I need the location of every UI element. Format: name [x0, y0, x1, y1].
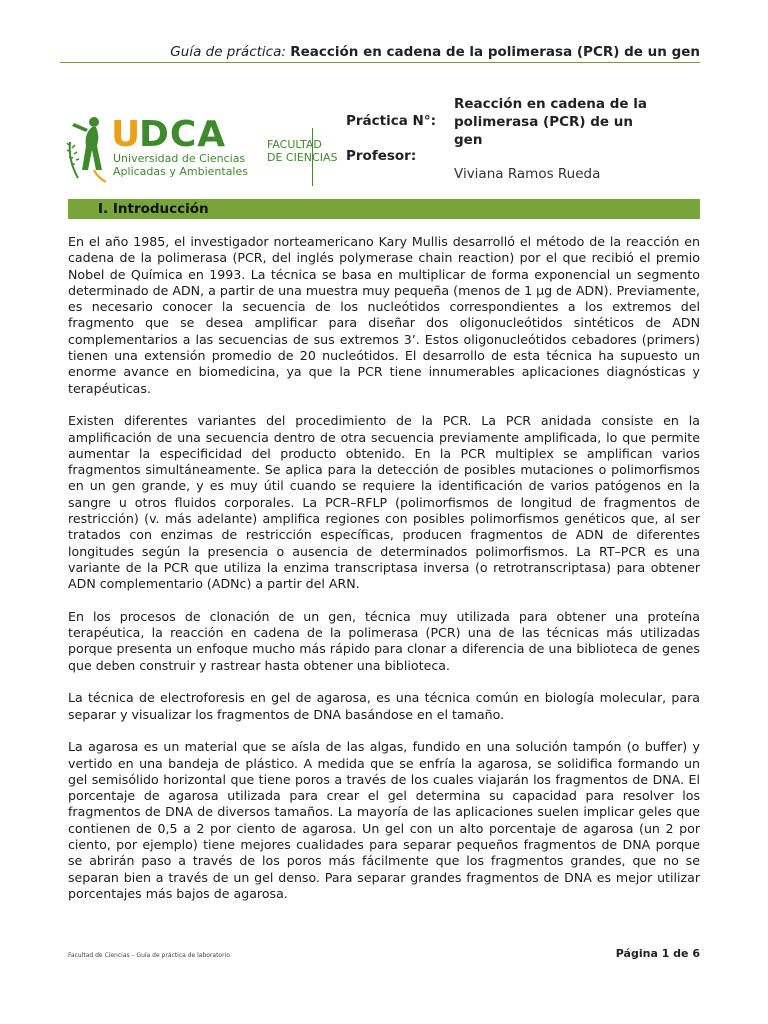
- paragraph: En los procesos de clonación de un gen, técnica muy utilizada para obtener una proteína terapéutica, la reacción en cadena de la polimerasa (PCR) una de las técnicas más utilizadas porque presenta un enfoque mucho más rápido para clonar a diferencia de una biblioteca de genes que deben construir y rastrear hasta obtener una biblioteca.: [68, 608, 700, 673]
- running-header: [60, 44, 700, 63]
- faculty-label: [267, 138, 337, 164]
- paragraph: La agarosa es un material que se aísla de las algas, fundido en una solución tampón (o buffer) y vertido en una bandeja de plástico. A medida que se enfría la agarosa, se solidifica formando un gel semisólido horizontal que tiene poros a través de los cuales viajarán los fragmentos de DNA. El porcentaje de agarosa utilizada para crear el gel determina su capacidad para resolver los fragmentos de DNA de diversos tamaños. La mayoría de las aplicaciones suelen implicar geles que contienen de 0,5 a 2 por ciento de agarosa. Un gel con un alto porcentaje de agarosa (un 2 por ciento, por ejemplo) tiene mejores cualidades para separar pequeños fragmentos de DNA porque se abrirán paso a través de los poros más fácilmente que los fragmentos grandes, que no se separan bien a través de un gel denso. Para separar grandes fragmentos de DNA es mejor utilizar porcentajes más bajos de agarosa.: [68, 739, 700, 901]
- paragraph: En el año 1985, el investigador norteamericano Kary Mullis desarrolló el método de la reacción en cadena de la polimerasa (PCR, del inglés polymerase chain reaction) por el que recibió el premio Nobel de Química en 1993. La técnica se basa en multiplicar de forma exponencial un segmento determinado de ADN, a partir de una muestra muy pequeña (menos de 1 µg de ADN). Previamente, es necesario conocer la secuencia de los nucleótidos correspondientes a los extremos del fragmento que se desea amplificar para diseñar dos oligonucleótidos sintéticos de ADN complementarios a las secuencias de sus extremos 3’. Estos oligonucleótidos cebadores (primers) tienen una extensión promedio de 20 nucleótidos. El desarrollo de esta técnica ha supuesto un enorme avance en biomedicina, ya que la PCR tiene innumerables aplicaciones diagnósticas y terapéuticas.: [68, 234, 700, 396]
- faculty-line1: FACULTAD: [267, 138, 322, 151]
- paragraph: La técnica de electroforesis en gel de agarosa, es una técnica común en biología molecular, para separar y visualizar los fragmentos de DNA basándose en el tamaño.: [68, 690, 700, 722]
- running-header-title: Reacción en cadena de la polimerasa (PCR) de un gen: [290, 44, 700, 60]
- logo-subtitle-line2: Aplicadas y Ambientales: [113, 165, 248, 178]
- logo-subtitle-line1: Universidad de Ciencias: [113, 152, 246, 165]
- logo-letters-dca: DCA: [139, 114, 227, 155]
- page-number: Página 1 de 6: [615, 947, 700, 960]
- logo-figure-icon: [66, 112, 114, 184]
- running-header-label: Guía de práctica:: [170, 44, 286, 60]
- paragraph: Existen diferentes variantes del procedimiento de la PCR. La PCR anidada consiste en la amplificación de una secuencia dentro de otra secuencia previamente amplificada, lo que permite aumentar la especificidad del producto obtenido. En la PCR multiplex se amplifican varios fragmentos simultáneamente. Se aplica para la detección de posibles mutaciones o polimorfismos en un gen grande, y es muy útil cuando se requiere la identificación de varios patógenos en la sangre u otros fluidos corporales. La PCR–RFLP (polimorfismos de longitud de fragmentos de restricción) (v. más adelante) amplifica regiones con posibles polimorfismos genéticos que, al ser tratados con enzimas de restricción específicas, producen fragmentos de ADN de diferentes longitudes según la presencia o ausencia de determinados polimorfismos. La RT–PCR es una variante de la PCR que utiliza la enzima transcriptasa inversa (o retrotranscriptasa) para obtener ADN complementario (ADNc) a partir del ARN.: [68, 413, 700, 592]
- body-text: [68, 234, 700, 918]
- logo-letter-u: U: [111, 114, 141, 155]
- faculty-line2: DE CIENCIAS: [267, 151, 338, 164]
- professor-name: Viviana Ramos Rueda: [454, 166, 601, 182]
- practice-title: Reacción en cadena de la polimerasa (PCR) de un gen: [454, 96, 647, 148]
- practice-label: Práctica N°:: [346, 113, 437, 129]
- footer-left: Facultad de Ciencias – Guía de práctica de laboratorio: [68, 952, 230, 959]
- section-heading-introduction: I. Introducción: [68, 199, 700, 219]
- professor-label: Profesor:: [346, 148, 417, 164]
